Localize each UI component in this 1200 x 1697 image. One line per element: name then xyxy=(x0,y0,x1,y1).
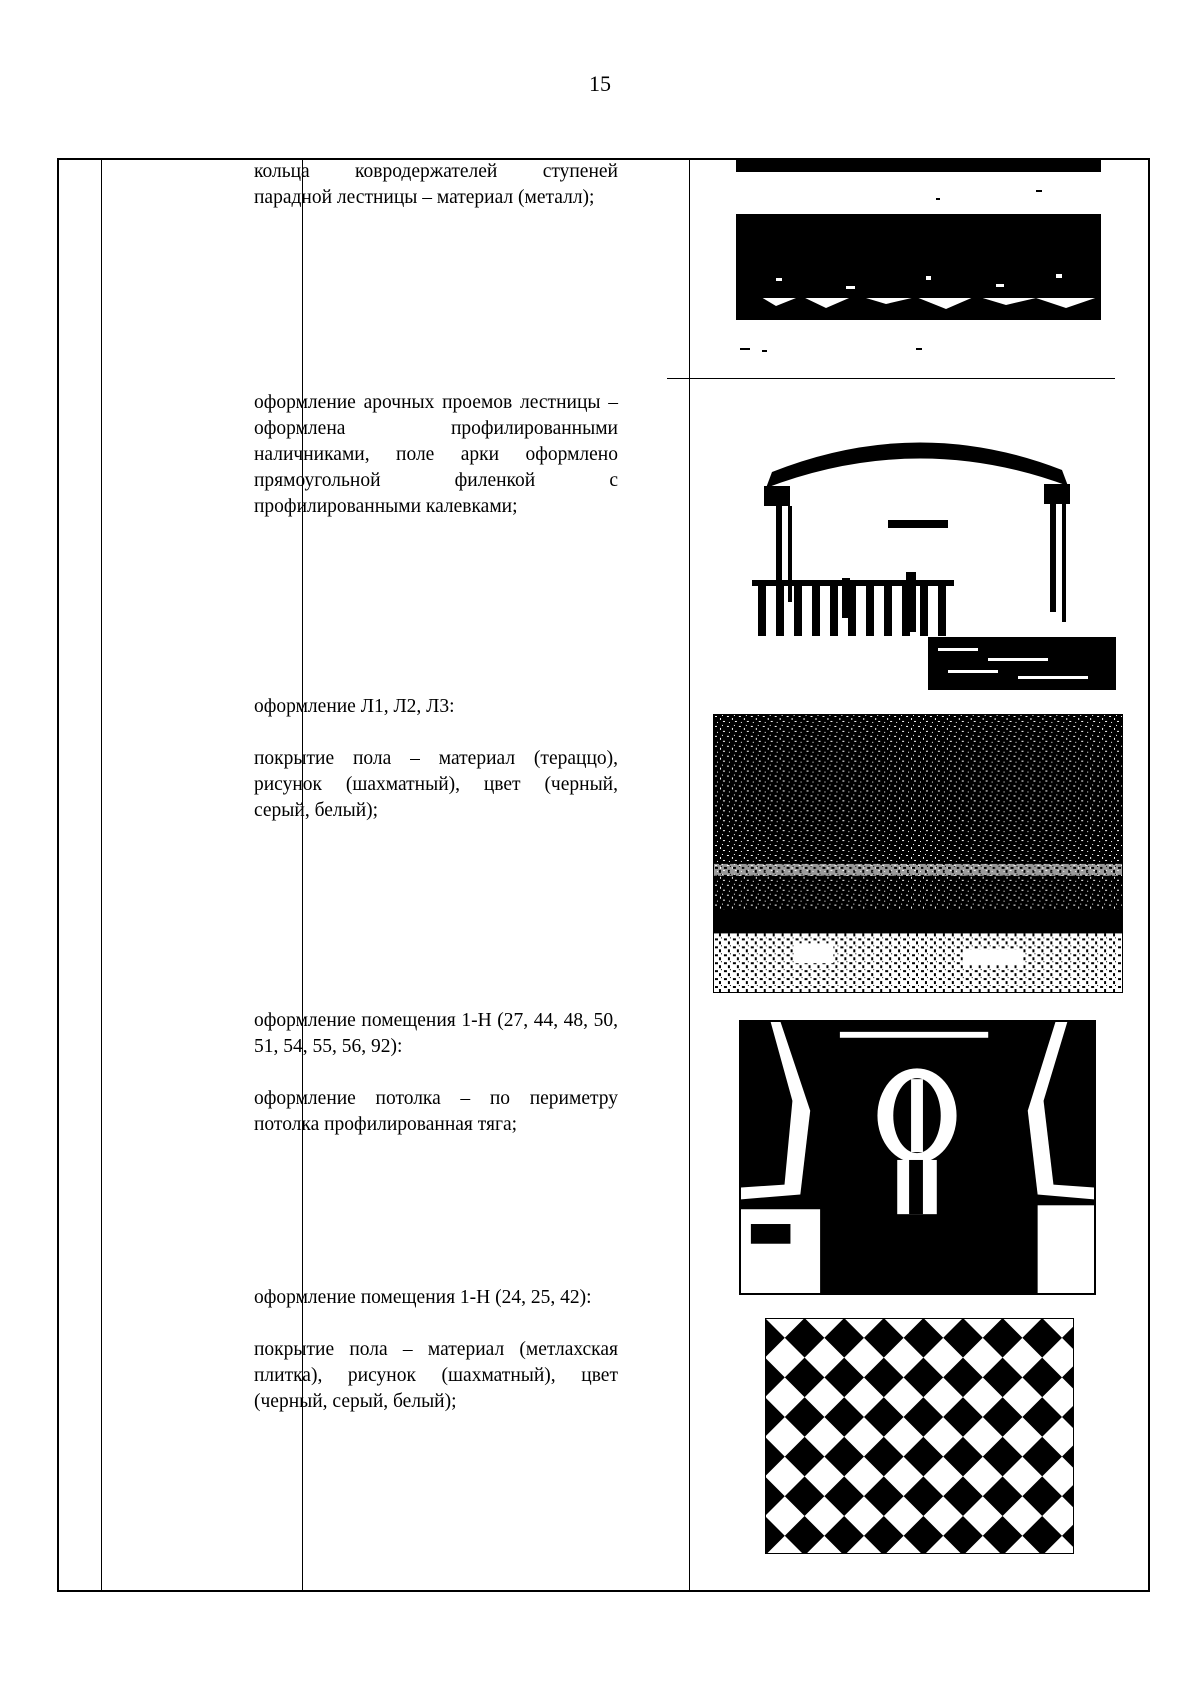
photo-terrazzo xyxy=(713,714,1123,993)
column-divider xyxy=(101,160,102,1590)
item-arches xyxy=(254,390,618,520)
divider-line xyxy=(667,378,1115,379)
item-heading: оформление помещения 1-Н (27, 44, 48, 50, 51, 54, 55, 56, 92): xyxy=(254,1010,618,1057)
item-text: покрытие пола – материал (тераццо), рисунок (шахматный), цвет (черный, серый, белый); xyxy=(254,748,618,821)
photo-arch xyxy=(718,430,1116,690)
item-text: покрытие пола – материал (метлахская плитка), рисунок (шахматный), цвет (черный, серый, белый); xyxy=(254,1339,618,1412)
item-heading: оформление Л1, Л2, Л3: xyxy=(254,696,455,717)
item-stairs-l1-l3 xyxy=(254,694,618,824)
item-heading: оформление помещения 1-Н (24, 25, 42): xyxy=(254,1287,592,1308)
item-room-1n-floor xyxy=(254,1285,618,1415)
item-text: оформление арочных проемов лестницы – оформлена профилированными наличниками, поле арки оформлено прямоугольной филенкой с профилированными калевками; xyxy=(254,392,618,517)
photo-checkerboard xyxy=(765,1318,1074,1554)
item-carpet-rings xyxy=(254,159,618,211)
column-divider xyxy=(689,160,690,1590)
item-room-1n-ceiling xyxy=(254,1008,618,1138)
item-text: кольца ковродержателей ступеней парадной лестницы – материал (металл); xyxy=(254,161,618,208)
photo-ceiling xyxy=(739,1020,1096,1295)
item-text: оформление потолка – по периметру потолка профилированная тяга; xyxy=(254,1088,618,1135)
photo-carpet-rings xyxy=(736,158,1101,354)
page-number: 15 xyxy=(589,71,611,96)
